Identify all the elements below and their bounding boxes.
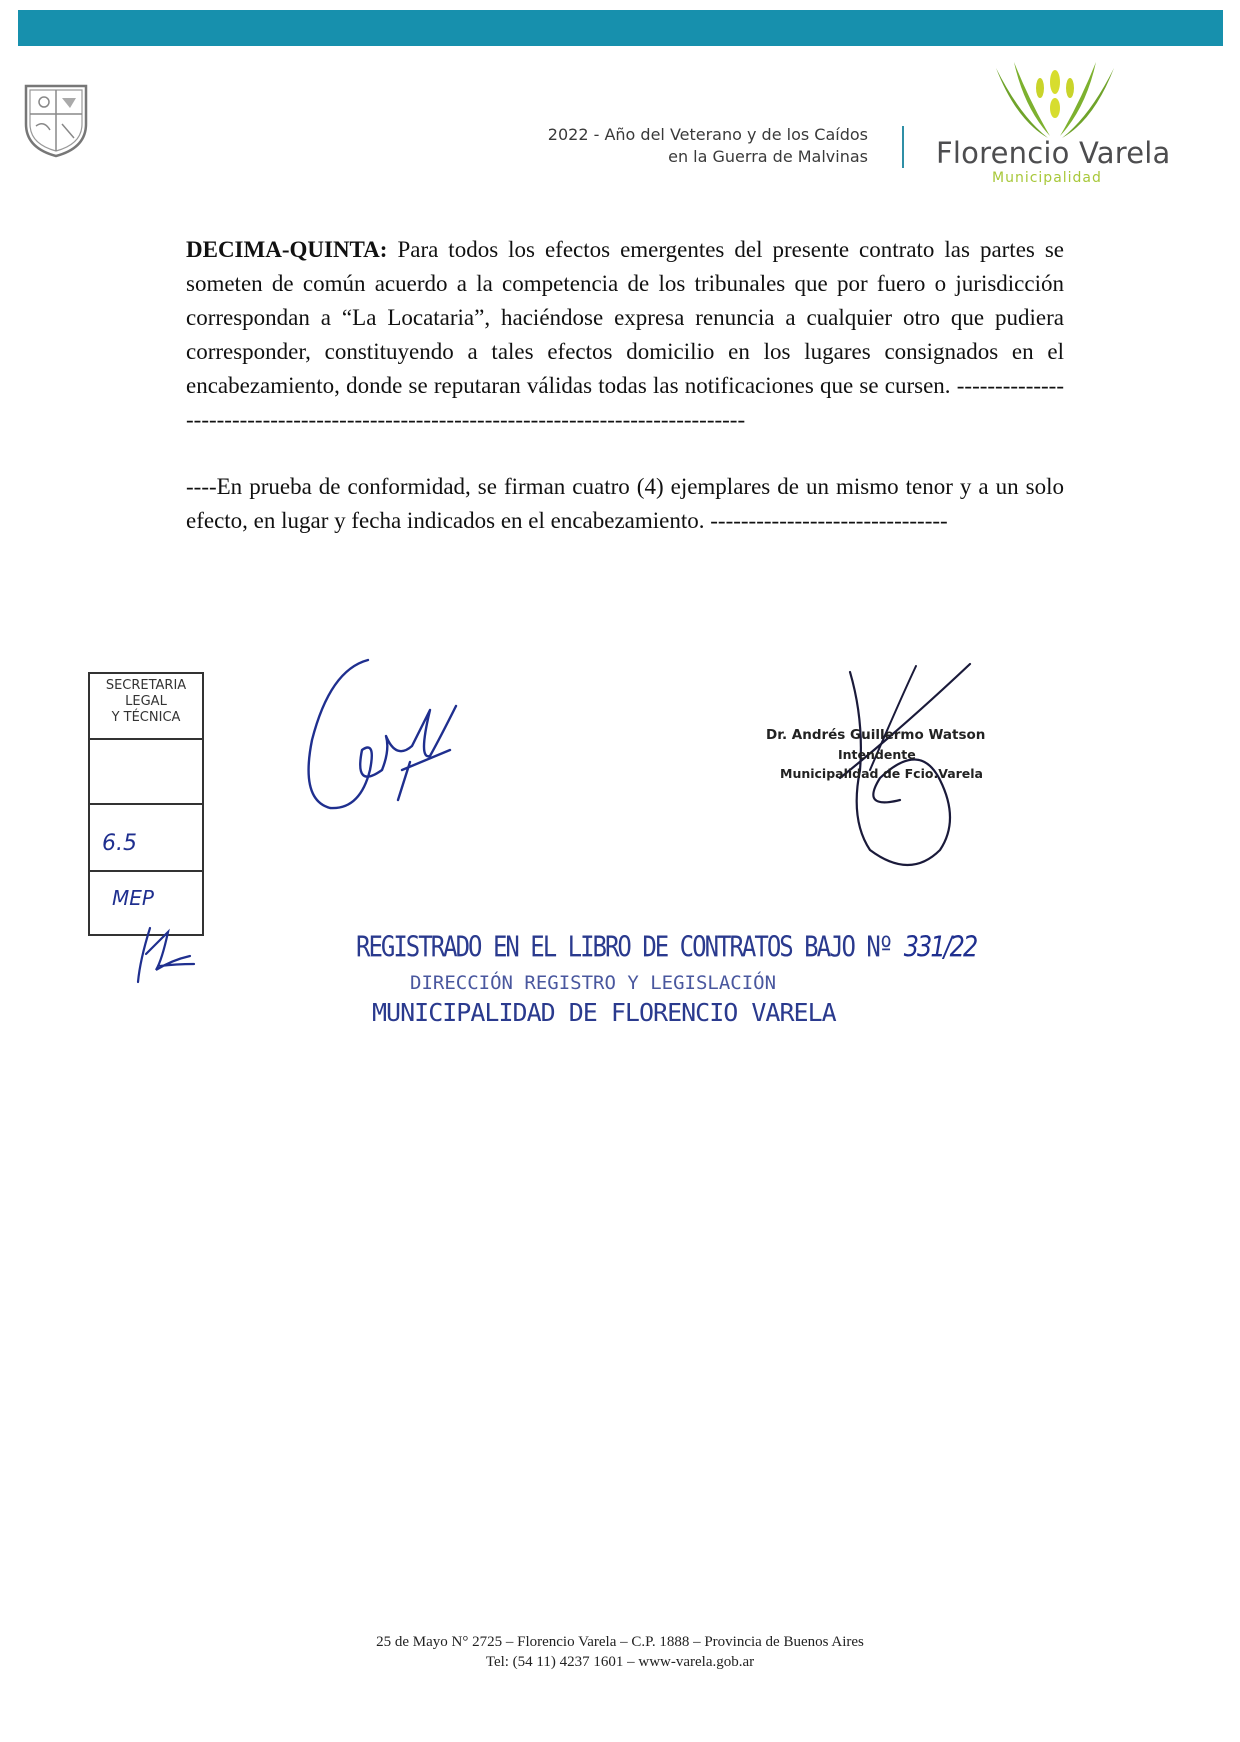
footer-contact: Tel: (54 11) 4237 1601 – www-varela.gob.ar	[485, 1654, 755, 1670]
stamp-row-empty	[90, 740, 202, 805]
handwritten-note-1: 6.5	[102, 831, 137, 856]
stamp-line-3: Y TÉCNICA	[111, 710, 181, 725]
motto-line-1: 2022 - Año del Veterano y de los Caídos	[547, 125, 868, 144]
footer-address: 25 de Mayo N° 2725 – Florencio Varela – C.P. 1888 – Provincia de Buenos Aires	[376, 1634, 864, 1650]
logo-subtitle: Municipalidad	[992, 170, 1102, 186]
florencio-varela-logo-icon	[990, 58, 1120, 140]
municipal-crest-icon	[20, 80, 92, 160]
page-footer	[0, 1632, 1240, 1672]
header-divider	[902, 126, 904, 168]
stamp-header	[90, 674, 202, 740]
clause-paragraph	[186, 233, 1064, 437]
handwritten-note-2: MEP	[112, 886, 154, 910]
logo-name: Florencio Varela	[936, 136, 1171, 170]
registry-line-2: DIRECCIÓN REGISTRO Y LEGISLACIÓN	[410, 972, 777, 994]
stamp-line-1: SECRETARIA	[105, 678, 187, 693]
stamp-line-2: LEGAL	[125, 694, 167, 709]
mayor-signature-stamp	[766, 726, 985, 783]
signature-left-icon	[290, 650, 470, 820]
clause-label: DECIMA-QUINTA:	[186, 237, 388, 262]
mayor-org: Municipalidad de Fcio.Varela	[780, 766, 983, 781]
mayor-role: Intendente	[838, 747, 916, 762]
registry-label: REGISTRADO EN EL LIBRO DE CONTRATOS BAJO Nº	[356, 930, 892, 964]
commemorative-motto	[548, 124, 868, 168]
clause-text: Para todos los efectos emergentes del presente contrato las partes se someten de común acuerdo a la competencia de los tribunales que por fuero o jurisdicción correspondan a “La Locataria”, haciéndose expresa renuncia a cualquier otro que pudiera corresponder, constituyendo a tales efectos domicilio en los lugares consignados en el encabezamiento, donde se reputaran válidas todas las notificaciones que se cursen. ---------------------------------------------------------------------------------------	[186, 237, 1065, 432]
legal-secretariat-stamp	[88, 672, 204, 936]
mayor-name: Dr. Andrés Guillermo Watson	[766, 727, 986, 743]
registry-stamp	[356, 930, 977, 1027]
closing-paragraph: ----En prueba de conformidad, se firman cuatro (4) ejemplares de un mismo tenor y a un solo efecto, en lugar y fecha indicados en el encabezamiento. -------------------------------	[186, 474, 1064, 533]
initials-signature-icon	[120, 920, 200, 990]
header-bar	[18, 10, 1223, 46]
registry-line-1	[356, 930, 977, 964]
stamp-row-initial	[90, 805, 202, 872]
registry-line-3: MUNICIPALIDAD DE FLORENCIO VARELA	[372, 998, 836, 1027]
motto-line-2: en la Guerra de Malvinas	[668, 147, 868, 166]
registry-number: 331/22	[903, 930, 977, 964]
